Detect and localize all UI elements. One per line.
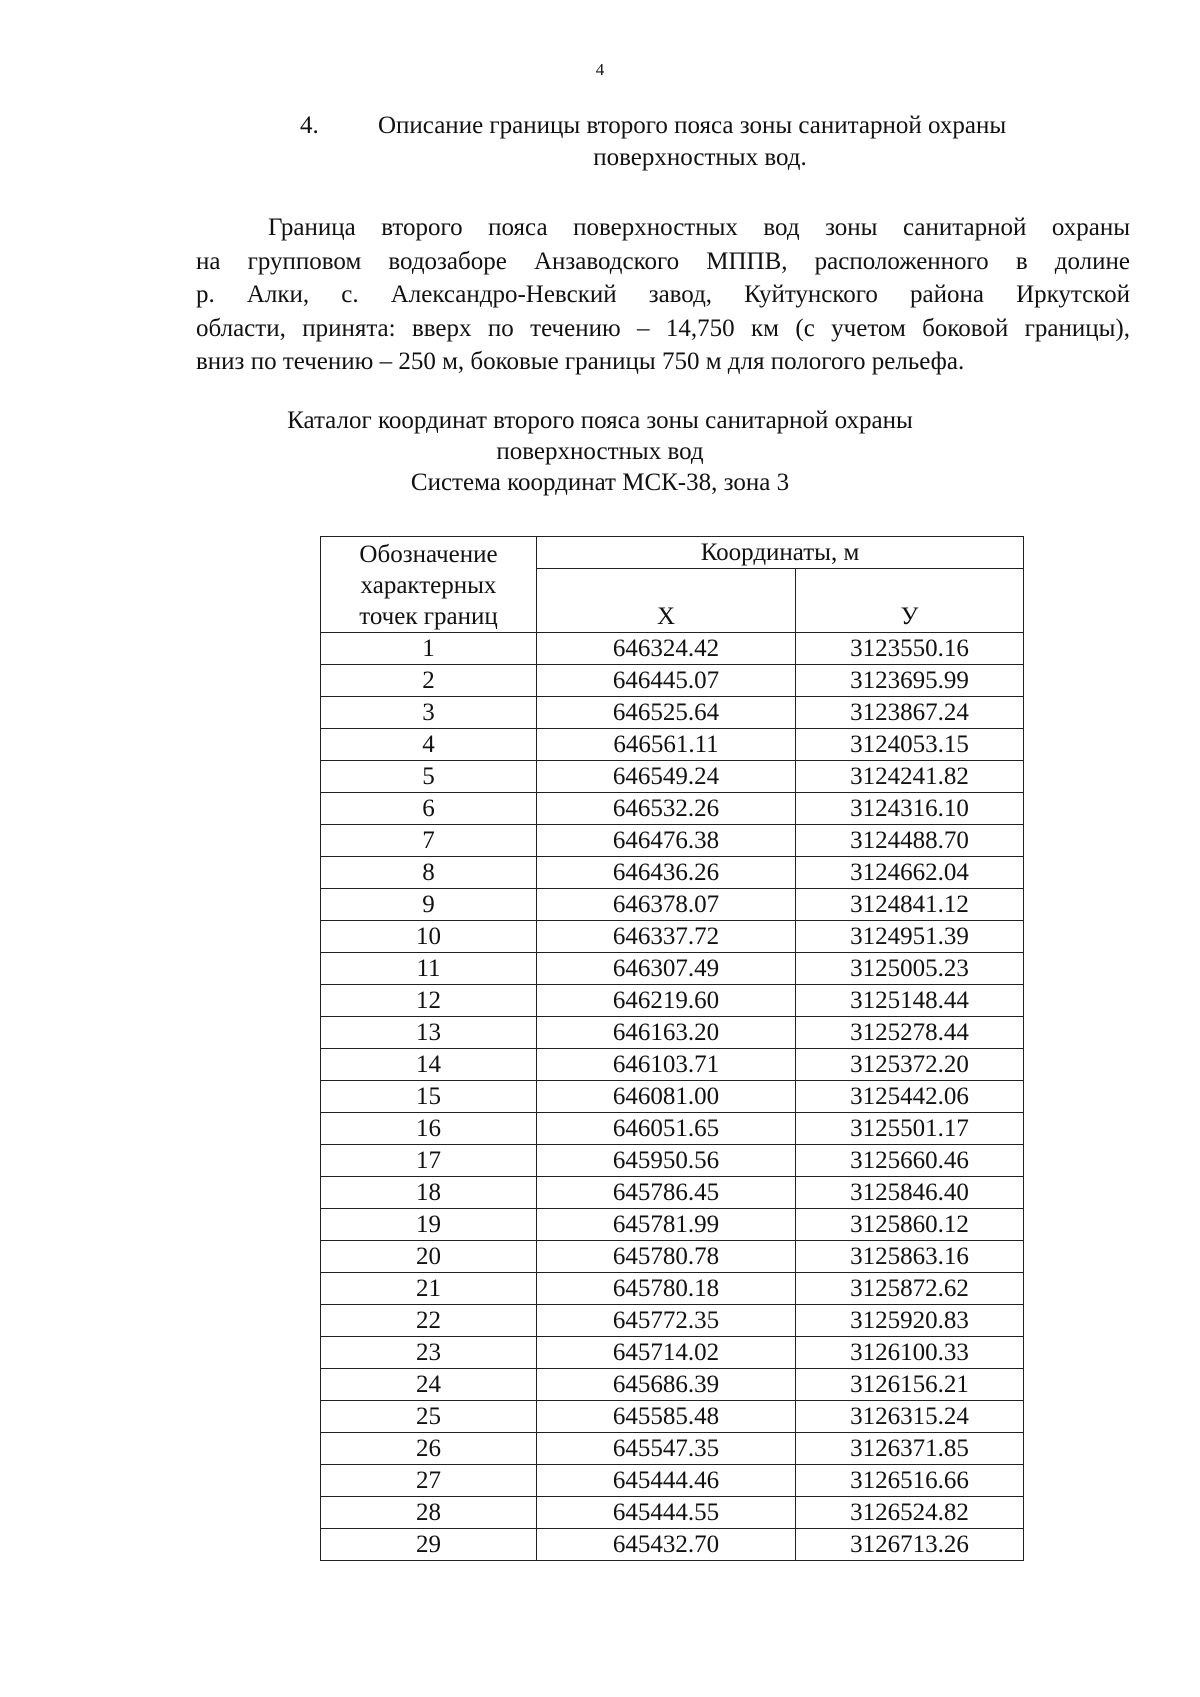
point-number-cell: 11 — [321, 953, 537, 985]
x-coordinate-cell: 645585.48 — [537, 1401, 796, 1433]
point-number-cell: 6 — [321, 793, 537, 825]
paragraph-line: области, принята: вверх по течению – 14,750 км (с учетом боковой границы), — [196, 314, 1130, 342]
paragraph-line: вниз по течению – 250 м, боковые границы 750 м для пологого рельефа. — [196, 348, 965, 375]
table-row — [321, 761, 1024, 793]
y-coordinate-cell: 3126371.85 — [796, 1433, 1024, 1465]
y-coordinate-cell: 3125863.16 — [796, 1241, 1024, 1273]
table-row — [321, 1337, 1024, 1369]
x-coordinate-cell: 645432.70 — [537, 1529, 796, 1561]
y-coordinate-cell: 3123550.16 — [796, 633, 1024, 665]
y-coordinate-cell: 3124841.12 — [796, 889, 1024, 921]
table-row — [321, 1177, 1024, 1209]
table-row — [321, 1017, 1024, 1049]
point-designation-header — [321, 537, 537, 633]
table-row — [321, 985, 1024, 1017]
point-number-cell: 15 — [321, 1081, 537, 1113]
caption-line-3: Система координат МСК-38, зона 3 — [410, 469, 790, 496]
y-coordinate-cell: 3124241.82 — [796, 761, 1024, 793]
y-coordinate-cell: 3125920.83 — [796, 1305, 1024, 1337]
table-row — [321, 1369, 1024, 1401]
point-number-cell: 19 — [321, 1209, 537, 1241]
table-row — [321, 1465, 1024, 1497]
table-row — [321, 1273, 1024, 1305]
point-number-cell: 21 — [321, 1273, 537, 1305]
coordinates-header: Координаты, м — [537, 537, 1024, 569]
table-body — [321, 633, 1024, 1561]
x-coordinate-cell: 645547.35 — [537, 1433, 796, 1465]
point-number-cell: 13 — [321, 1017, 537, 1049]
section-title-line-1: Описание границы второго пояса зоны санитарной охраны — [378, 112, 1007, 139]
point-number-cell: 23 — [321, 1337, 537, 1369]
table-row — [321, 1113, 1024, 1145]
x-coordinate-cell: 646476.38 — [537, 825, 796, 857]
table-row — [321, 1145, 1024, 1177]
table-row — [321, 825, 1024, 857]
x-coordinate-cell: 646532.26 — [537, 793, 796, 825]
y-coordinate-cell: 3123867.24 — [796, 697, 1024, 729]
x-coordinate-cell: 645444.46 — [537, 1465, 796, 1497]
y-coordinate-cell: 3125872.62 — [796, 1273, 1024, 1305]
y-coordinate-cell: 3126713.26 — [796, 1529, 1024, 1561]
x-coordinate-cell: 646163.20 — [537, 1017, 796, 1049]
point-number-cell: 7 — [321, 825, 537, 857]
caption-line-1: Каталог координат второго пояса зоны санитарной охраны — [287, 407, 913, 434]
section-title-line-2: поверхностных вод. — [593, 144, 807, 171]
table-row — [321, 633, 1024, 665]
point-number-cell: 10 — [321, 921, 537, 953]
point-number-cell: 14 — [321, 1049, 537, 1081]
point-number-cell: 1 — [321, 633, 537, 665]
page-number: 4 — [595, 60, 605, 79]
y-coordinate-cell: 3125860.12 — [796, 1209, 1024, 1241]
header-line: точек границ — [359, 603, 498, 630]
table-row — [321, 1529, 1024, 1561]
paragraph-line: Граница второго пояса поверхностных вод зоны санитарной охраны — [268, 214, 1130, 241]
table-row — [321, 953, 1024, 985]
y-coordinate-cell: 3124488.70 — [796, 825, 1024, 857]
point-number-cell: 29 — [321, 1529, 537, 1561]
y-coordinate-cell: 3125005.23 — [796, 953, 1024, 985]
x-header: Х — [537, 569, 796, 633]
point-number-cell: 4 — [321, 729, 537, 761]
x-coordinate-cell: 646525.64 — [537, 697, 796, 729]
table-row — [321, 665, 1024, 697]
x-coordinate-cell: 646561.11 — [537, 729, 796, 761]
caption-line-2: поверхностных вод — [496, 438, 704, 465]
point-number-cell: 20 — [321, 1241, 537, 1273]
x-coordinate-cell: 646445.07 — [537, 665, 796, 697]
point-number-cell: 2 — [321, 665, 537, 697]
y-coordinate-cell: 3124951.39 — [796, 921, 1024, 953]
y-coordinate-cell: 3124662.04 — [796, 857, 1024, 889]
x-coordinate-cell: 645444.55 — [537, 1497, 796, 1529]
y-coordinate-cell: 3123695.99 — [796, 665, 1024, 697]
x-coordinate-cell: 645780.78 — [537, 1241, 796, 1273]
y-coordinate-cell: 3125148.44 — [796, 985, 1024, 1017]
paragraph-line: на групповом водозаборе Анзаводского МППВ, расположенного в долине — [196, 247, 1130, 275]
point-number-cell: 25 — [321, 1401, 537, 1433]
point-number-cell: 24 — [321, 1369, 537, 1401]
y-coordinate-cell: 3126516.66 — [796, 1465, 1024, 1497]
point-number-cell: 28 — [321, 1497, 537, 1529]
point-number-cell: 18 — [321, 1177, 537, 1209]
table-caption — [0, 405, 1200, 498]
x-coordinate-cell: 646051.65 — [537, 1113, 796, 1145]
table-header-row — [321, 537, 1024, 569]
y-coordinate-cell: 3126524.82 — [796, 1497, 1024, 1529]
point-number-cell: 26 — [321, 1433, 537, 1465]
y-coordinate-cell: 3126100.33 — [796, 1337, 1024, 1369]
point-number-cell: 17 — [321, 1145, 537, 1177]
x-coordinate-cell: 646081.00 — [537, 1081, 796, 1113]
x-coordinate-cell: 645950.56 — [537, 1145, 796, 1177]
x-coordinate-cell: 645781.99 — [537, 1209, 796, 1241]
description-paragraph — [196, 211, 1130, 379]
point-number-cell: 27 — [321, 1465, 537, 1497]
x-coordinate-cell: 646324.42 — [537, 633, 796, 665]
y-coordinate-cell: 3126315.24 — [796, 1401, 1024, 1433]
x-coordinate-cell: 645714.02 — [537, 1337, 796, 1369]
y-coordinate-cell: 3126156.21 — [796, 1369, 1024, 1401]
point-number-cell: 8 — [321, 857, 537, 889]
paragraph-line: р. Алки, с. Александро-Невский завод, Куйтунского района Иркутской — [196, 281, 1130, 308]
point-number-cell: 12 — [321, 985, 537, 1017]
section-number: 4. — [300, 112, 319, 139]
y-coordinate-cell: 3125660.46 — [796, 1145, 1024, 1177]
header-line: характерных — [360, 572, 497, 599]
x-coordinate-cell: 646436.26 — [537, 857, 796, 889]
x-coordinate-cell: 646219.60 — [537, 985, 796, 1017]
point-number-cell: 5 — [321, 761, 537, 793]
table-row — [321, 1401, 1024, 1433]
point-number-cell: 22 — [321, 1305, 537, 1337]
y-coordinate-cell: 3124053.15 — [796, 729, 1024, 761]
x-coordinate-cell: 646337.72 — [537, 921, 796, 953]
x-coordinate-cell: 646549.24 — [537, 761, 796, 793]
table-row — [321, 889, 1024, 921]
table-row — [321, 1049, 1024, 1081]
table-row — [321, 1209, 1024, 1241]
y-coordinate-cell: 3125442.06 — [796, 1081, 1024, 1113]
y-coordinate-cell: 3125501.17 — [796, 1113, 1024, 1145]
x-coordinate-cell: 645780.18 — [537, 1273, 796, 1305]
x-coordinate-cell: 646378.07 — [537, 889, 796, 921]
y-header: У — [796, 569, 1024, 633]
x-coordinate-cell: 645786.45 — [537, 1177, 796, 1209]
table-row — [321, 857, 1024, 889]
point-number-cell: 9 — [321, 889, 537, 921]
point-number-cell: 16 — [321, 1113, 537, 1145]
table-row — [321, 1497, 1024, 1529]
x-coordinate-cell: 646307.49 — [537, 953, 796, 985]
table-row — [321, 1241, 1024, 1273]
table-row — [321, 793, 1024, 825]
x-coordinate-cell: 645686.39 — [537, 1369, 796, 1401]
table-row — [321, 921, 1024, 953]
coordinates-table — [320, 536, 1024, 1561]
table-row — [321, 697, 1024, 729]
y-coordinate-cell: 3125278.44 — [796, 1017, 1024, 1049]
point-number-cell: 3 — [321, 697, 537, 729]
y-coordinate-cell: 3124316.10 — [796, 793, 1024, 825]
y-coordinate-cell: 3125846.40 — [796, 1177, 1024, 1209]
table-row — [321, 1305, 1024, 1337]
y-coordinate-cell: 3125372.20 — [796, 1049, 1024, 1081]
table-row — [321, 1081, 1024, 1113]
table-row — [321, 729, 1024, 761]
header-line: Обозначение — [359, 541, 498, 568]
x-coordinate-cell: 646103.71 — [537, 1049, 796, 1081]
table-row — [321, 1433, 1024, 1465]
x-coordinate-cell: 645772.35 — [537, 1305, 796, 1337]
